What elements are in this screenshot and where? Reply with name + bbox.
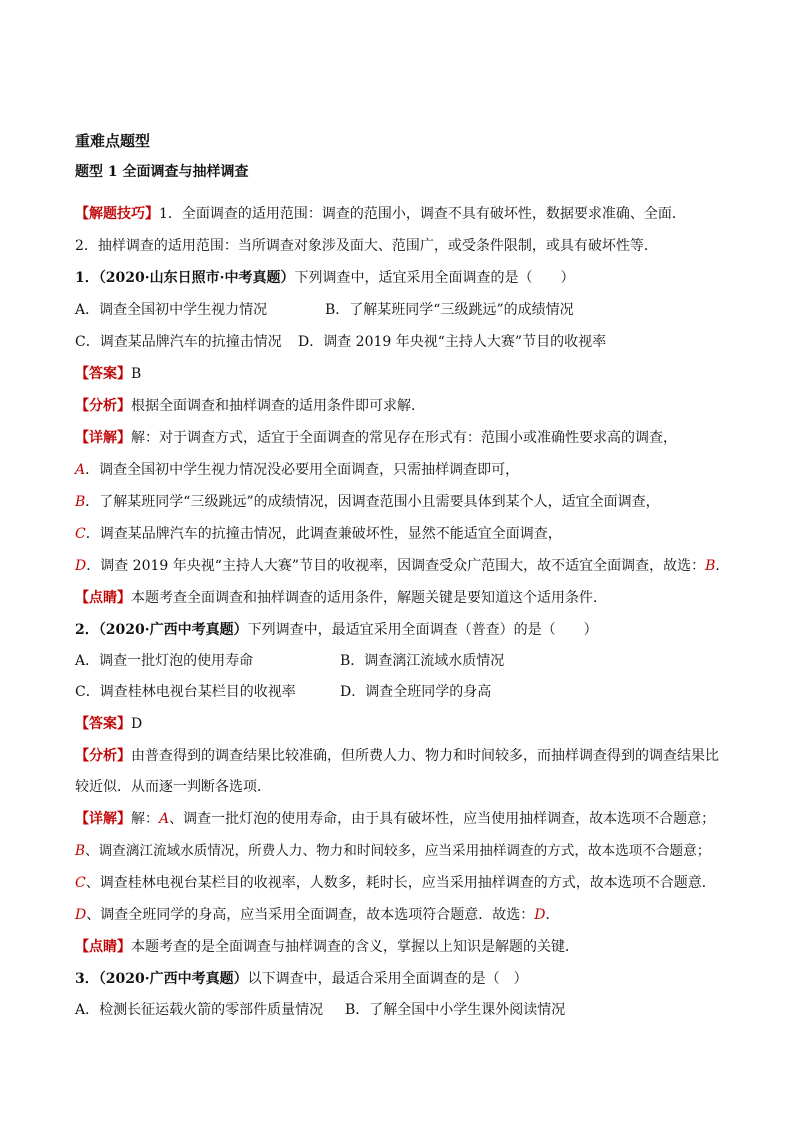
q1-detail-d: D．调查 2019 年央视“主持人大赛”节目的收视率，因调查受众广范围大，故不适宜全面调查，故选：B． [75,558,730,574]
q2-detail-c: C、调查桂林电视台某栏目的收视率，人数多，耗时长，应当采用抽样调查的方式，故本选项不合题意． [75,875,716,891]
q2-analysis-1: 【分析】由普查得到的调查结果比较准确，但所费人力、物力和时间较多，而抽样调查得到的调查结果比 [75,748,719,764]
q1-option-c: C．调查某品牌汽车的抗撞击情况 [75,334,282,350]
q2-note: 【点睛】本题考查的是全面调查与抽样调查的含义，掌握以上知识是解题的关键． [75,939,579,955]
q2-option-b: B．调查漓江流域水质情况 [340,653,505,669]
q2-detail-a: 【详解】解：A、调查一批灯泡的使用寿命，由于具有破坏性，应当使用抽样调查，故本选项不合题意； [75,811,716,827]
q1-source: （2020·山东日照市·中考真题） [98,270,295,286]
q2-analysis-2: 较近似．从而逐一判断各选项． [75,779,271,795]
q2-source: （2020·广西中考真题） [98,622,248,638]
q2-stem: 2．（2020·广西中考真题）下列调查中，最适宜采用全面调查（普查）的是（ ） [75,622,598,638]
q1-detail-b: B．了解某班同学“三级跳远”的成绩情况，因调查范围小且需要具体到某个人，适宜全面调查， [75,494,660,510]
q1-note: 【点睛】本题考查全面调查和抽样调查的适用条件，解题关键是要知道这个适用条件． [75,590,607,606]
q2-answer: 【答案】D [75,716,143,732]
q1-option-a: A．调查全国初中学生视力情况 [75,302,268,318]
q1-detail-c: C．调查某品牌汽车的抗撞击情况，此调查兼破坏性，显然不能适宜全面调查， [75,526,562,542]
tips-line-2: 2．抽样调查的适用范围：当所调查对象涉及面大、范围广，或受条件限制，或具有破坏性等． [75,238,658,254]
tips-tag: 【解题技巧】 [75,206,159,222]
subsection-title: 题型 1 全面调查与抽样调查 [75,164,249,180]
q1-analysis: 【分析】根据全面调查和抽样调查的适用条件即可求解． [75,398,425,414]
q1-option-d: D．调查 2019 年央视“主持人大赛”节目的收视率 [298,334,607,350]
q3-source: （2020·广西中考真题） [98,971,248,987]
q1-answer: 【答案】B [75,366,142,382]
q2-option-a: A．调查一批灯泡的使用寿命 [75,653,254,669]
q2-detail-b: B、调查漓江流域水质情况，所费人力、物力和时间较多，应当采用抽样调查的方式，故本选项不合题意； [75,843,711,859]
q1-option-b: B．了解某班同学“三级跳远”的成绩情况 [325,302,574,318]
q1-detail: 【详解】解：对于调查方式，适宜于全面调查的常见存在形式有：范围小或准确性要求高的调查， [75,430,677,446]
q1-detail-a: A．调查全国初中学生视力情况没必要用全面调查，只需抽样调查即可， [75,462,520,478]
q3-option-a: A．检测长征运载火箭的零部件质量情况 [75,1002,324,1018]
section-title: 重难点题型 [75,132,151,150]
q2-option-d: D．调查全班同学的身高 [340,684,492,700]
q3-option-b: B．了解全国中小学生课外阅读情况 [345,1002,566,1018]
q1-stem: 1．（2020·山东日照市·中考真题）下列调查中，适宜采用全面调查的是（ ） [75,270,575,286]
q3-stem: 3．（2020·广西中考真题）以下调查中，最适合采用全面调查的是（ ） [75,971,528,987]
tips-line-1: 【解题技巧】1．全面调查的适用范围：调查的范围小，调查不具有破坏性，数据要求准确、全面． [75,206,686,222]
q2-option-c: C．调查桂林电视台某栏目的收视率 [75,684,296,700]
q2-detail-d: D、调查全班同学的身高，应当采用全面调查，故本选项符合题意．故选：D． [75,907,560,923]
